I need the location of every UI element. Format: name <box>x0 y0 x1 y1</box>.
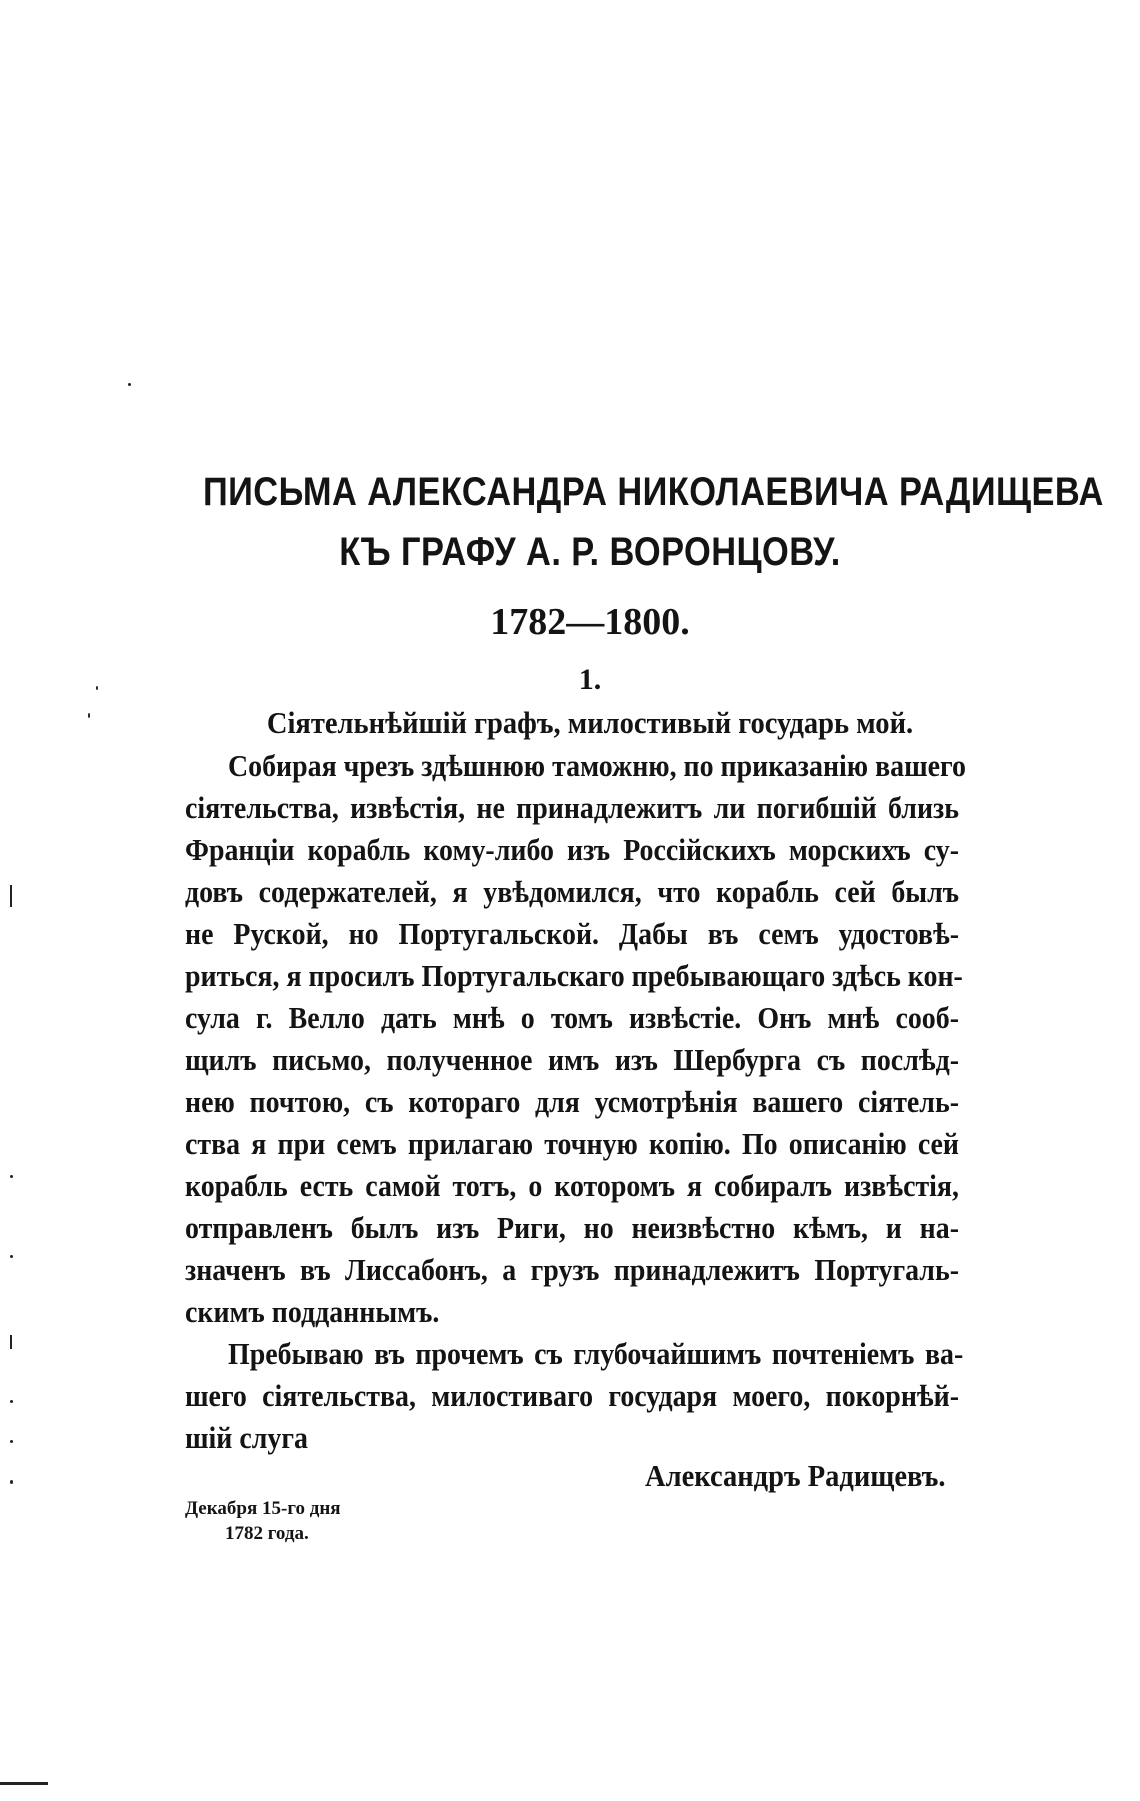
signature: Александръ Радищевъ. <box>645 1458 946 1493</box>
title-line-2: КЪ ГРАФУ А. Р. ВОРОНЦОВУ. <box>339 530 841 574</box>
body-line-4: довъ содержателей, я увѣдомился, что корабль сей былъ <box>185 874 959 909</box>
body-line-17: шій слуга <box>185 1420 308 1455</box>
date-line-1: Декабря 15-го дня <box>185 1498 341 1519</box>
body-line-16: шего сіятельства, милостиваго государя моего, покорнѣй- <box>185 1378 959 1413</box>
body-line-11: корабль есть самой тотъ, о которомъ я собиралъ извѣстія, <box>185 1168 959 1203</box>
years-heading: 1782—1800. <box>490 601 690 643</box>
body-line-6: риться, я просилъ Португальскаго пребывающаго здѣсь кон- <box>185 958 963 993</box>
body-line-15: Пребываю въ прочемъ съ глубочайшимъ почтеніемъ ва- <box>228 1336 964 1371</box>
body-line-7: сула г. Велло дать мнѣ о томъ извѣстіе. Онъ мнѣ сооб- <box>185 1000 959 1035</box>
body-line-5: не Руской, но Португальской. Дабы въ семъ удостовѣ- <box>185 916 959 951</box>
scan-speck <box>10 1400 13 1403</box>
scan-edge-line <box>0 1782 48 1785</box>
body-line-2: сіятельства, извѣстія, не принадлежитъ ли погибшій близь <box>185 790 959 825</box>
salutation: Сіятельнѣйшій графъ, милостивый государь мой. <box>266 705 914 740</box>
scan-speck <box>128 383 131 386</box>
body-line-10: ства я при семъ прилагаю точную копію. По описанію сей <box>185 1126 959 1161</box>
scan-speck <box>88 713 90 718</box>
letter-number: 1. <box>578 663 602 696</box>
body-line-8: щилъ письмо, полученное имъ изъ Шербурга съ послѣд- <box>185 1042 959 1077</box>
scan-speck <box>96 686 98 690</box>
body-line-1: Собирая чрезъ здѣшнюю таможню, по приказанію вашего <box>228 748 966 783</box>
title-line-1: ПИСЬМА АЛЕКСАНДРА НИКОЛАЕВИЧА РАДИЩЕВА <box>203 470 1104 514</box>
body-line-3: Франціи корабль кому-либо изъ Россійскихъ морскихъ су- <box>185 832 959 867</box>
scan-speck <box>10 1175 13 1178</box>
scan-speck <box>10 885 12 907</box>
scan-speck <box>10 1255 13 1258</box>
scan-speck <box>10 1480 13 1484</box>
body-line-13: значенъ въ Лиссабонъ, а грузъ принадлежитъ Португаль- <box>185 1252 959 1287</box>
date-line-2: 1782 года. <box>225 1523 309 1544</box>
scan-speck <box>10 1440 13 1443</box>
body-line-12: отправленъ былъ изъ Риги, но неизвѣстно кѣмъ, и на- <box>185 1210 959 1245</box>
body-line-14: скимъ подданнымъ. <box>185 1294 440 1329</box>
body-line-9: нею почтою, съ котораго для усмотрѣнія вашего сіятель- <box>185 1084 959 1119</box>
scan-speck <box>10 1335 12 1349</box>
